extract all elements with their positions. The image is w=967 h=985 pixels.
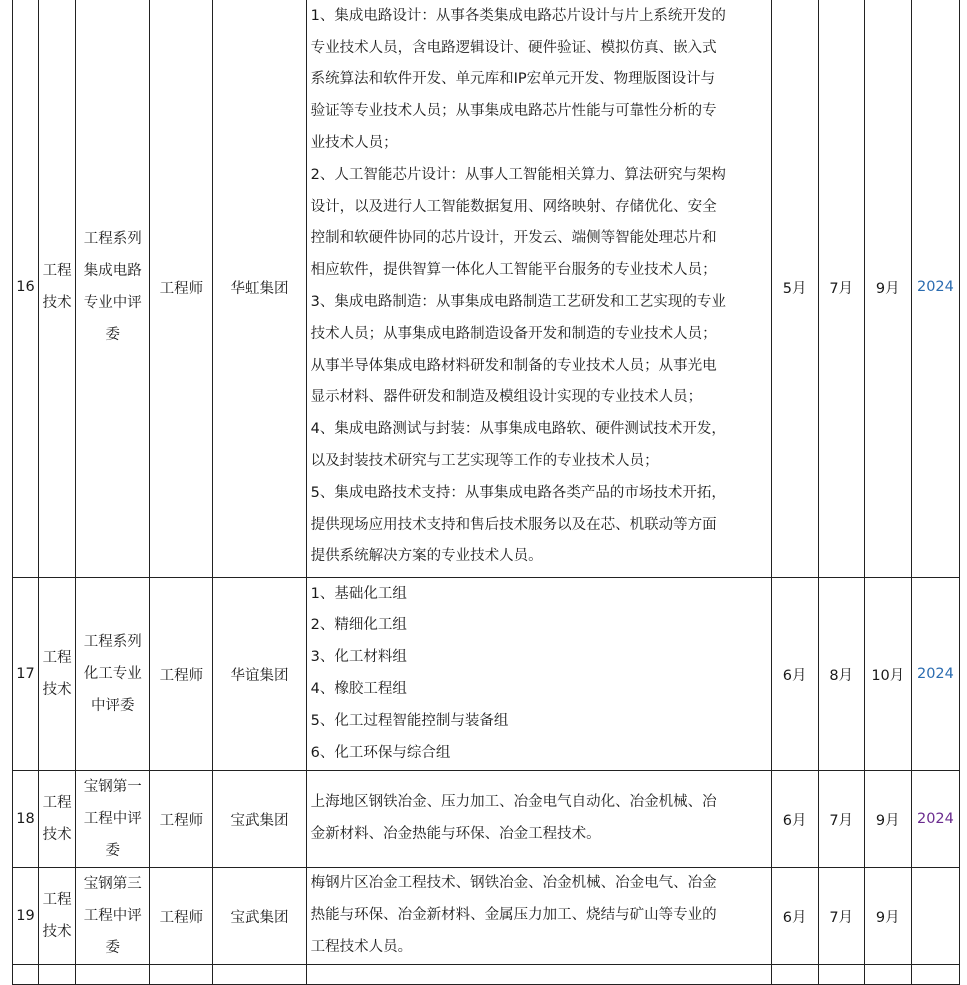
- month-review: 7月: [818, 0, 864, 578]
- year-link[interactable]: [911, 868, 959, 965]
- category-cell: 工程 技术: [39, 771, 76, 868]
- organization-cell: 华谊集团: [213, 578, 306, 771]
- category-cell: 工程 技术: [39, 868, 76, 965]
- row-number: 18: [13, 771, 39, 868]
- month-result: 10月: [864, 578, 911, 771]
- title-cell: 工程师: [150, 578, 213, 771]
- year-link[interactable]: 2024: [911, 578, 959, 771]
- organization-cell: 宝武集团: [213, 868, 306, 965]
- committee-cell: 宝钢第三 工程中评 委: [76, 868, 150, 965]
- scope-cell: 梅钢片区冶金工程技术、钢铁冶金、冶金机械、冶金电气、冶金 热能与环保、冶金新材料、金属压力加工、烧结与矿山等专业的 工程技术人员。: [306, 868, 771, 965]
- organization-cell: 宝武集团: [213, 771, 306, 868]
- table-row: [13, 771, 960, 868]
- category-cell: 工程 技术: [39, 0, 76, 578]
- year-link[interactable]: 2024: [911, 771, 959, 868]
- month-declare: 6月: [771, 578, 818, 771]
- title-cell: 工程师: [150, 0, 213, 578]
- month-result: 9月: [864, 868, 911, 965]
- title-cell: 工程师: [150, 868, 213, 965]
- month-review: 7月: [818, 868, 864, 965]
- scope-cell: 上海地区钢铁冶金、压力加工、冶金电气自动化、冶金机械、冶 金新材料、冶金热能与环保、冶金工程技术。: [306, 771, 771, 868]
- year-link[interactable]: 2024: [911, 0, 959, 578]
- category-cell: 工程 技术: [39, 578, 76, 771]
- committee-cell: 工程系列 化工专业 中评委: [76, 578, 150, 771]
- scope-cell: 1、集成电路设计：从事各类集成电路芯片设计与片上系统开发的 专业技术人员，含电路逻辑设计、硬件验证、模拟仿真、嵌入式 系统算法和软件开发、单元库和IP宏单元开发、物理版图设计与 验证等专业技术人员；从事集成电路芯片性能与可靠性分析的专 业技术人员； 2、人工智能芯片设计：从事人工智能相关算力、算法研究与架构 设计，以及进行人工智能数据复用、网络映射、存储优化、安全 控制和软硬件协同的芯片设计，开发云、端侧等智能处理芯片和 相应软件，提供智算一体化人工智能平台服务的专业技术人员； 3、集成电路制造：从事集成电路制造工艺研发和工艺实现的专业 技术人员；从事集成电路制造设备开发和制造的专业技术人员； 从事半导体集成电路材料研发和制备的专业技术人员；从事光电 显示材料、器件研发和制造及模组设计实现的专业技术人员； 4、集成电路测试与封装：从事集成电路软、硬件测试技术开发， 以及封装技术研究与工艺实现等工作的专业技术人员； 5、集成电路技术支持：从事集成电路各类产品的市场技术开拓， 提供现场应用技术支持和售后技术服务以及在芯、机联动等方面 提供系统解决方案的专业技术人员。: [306, 0, 771, 578]
- month-review: 8月: [818, 578, 864, 771]
- committee-cell: 宝钢第一 工程中评 委: [76, 771, 150, 868]
- table-row: [13, 868, 960, 965]
- month-declare: 5月: [771, 0, 818, 578]
- evaluation-committee-table: [12, 0, 960, 985]
- row-number: 17: [13, 578, 39, 771]
- organization-cell: 华虹集团: [213, 0, 306, 578]
- committee-cell: 工程系列 集成电路 专业中评 委: [76, 0, 150, 578]
- row-number: 16: [13, 0, 39, 578]
- table-row: [13, 0, 960, 578]
- row-number: 19: [13, 868, 39, 965]
- title-cell: 工程师: [150, 771, 213, 868]
- month-review: 7月: [818, 771, 864, 868]
- month-result: 9月: [864, 0, 911, 578]
- month-declare: 6月: [771, 868, 818, 965]
- month-result: 9月: [864, 771, 911, 868]
- month-declare: 6月: [771, 771, 818, 868]
- table-row: [13, 578, 960, 771]
- scope-cell: 1、基础化工组 2、精细化工组 3、化工材料组 4、橡胶工程组 5、化工过程智能控制与装备组 6、化工环保与综合组: [306, 578, 771, 771]
